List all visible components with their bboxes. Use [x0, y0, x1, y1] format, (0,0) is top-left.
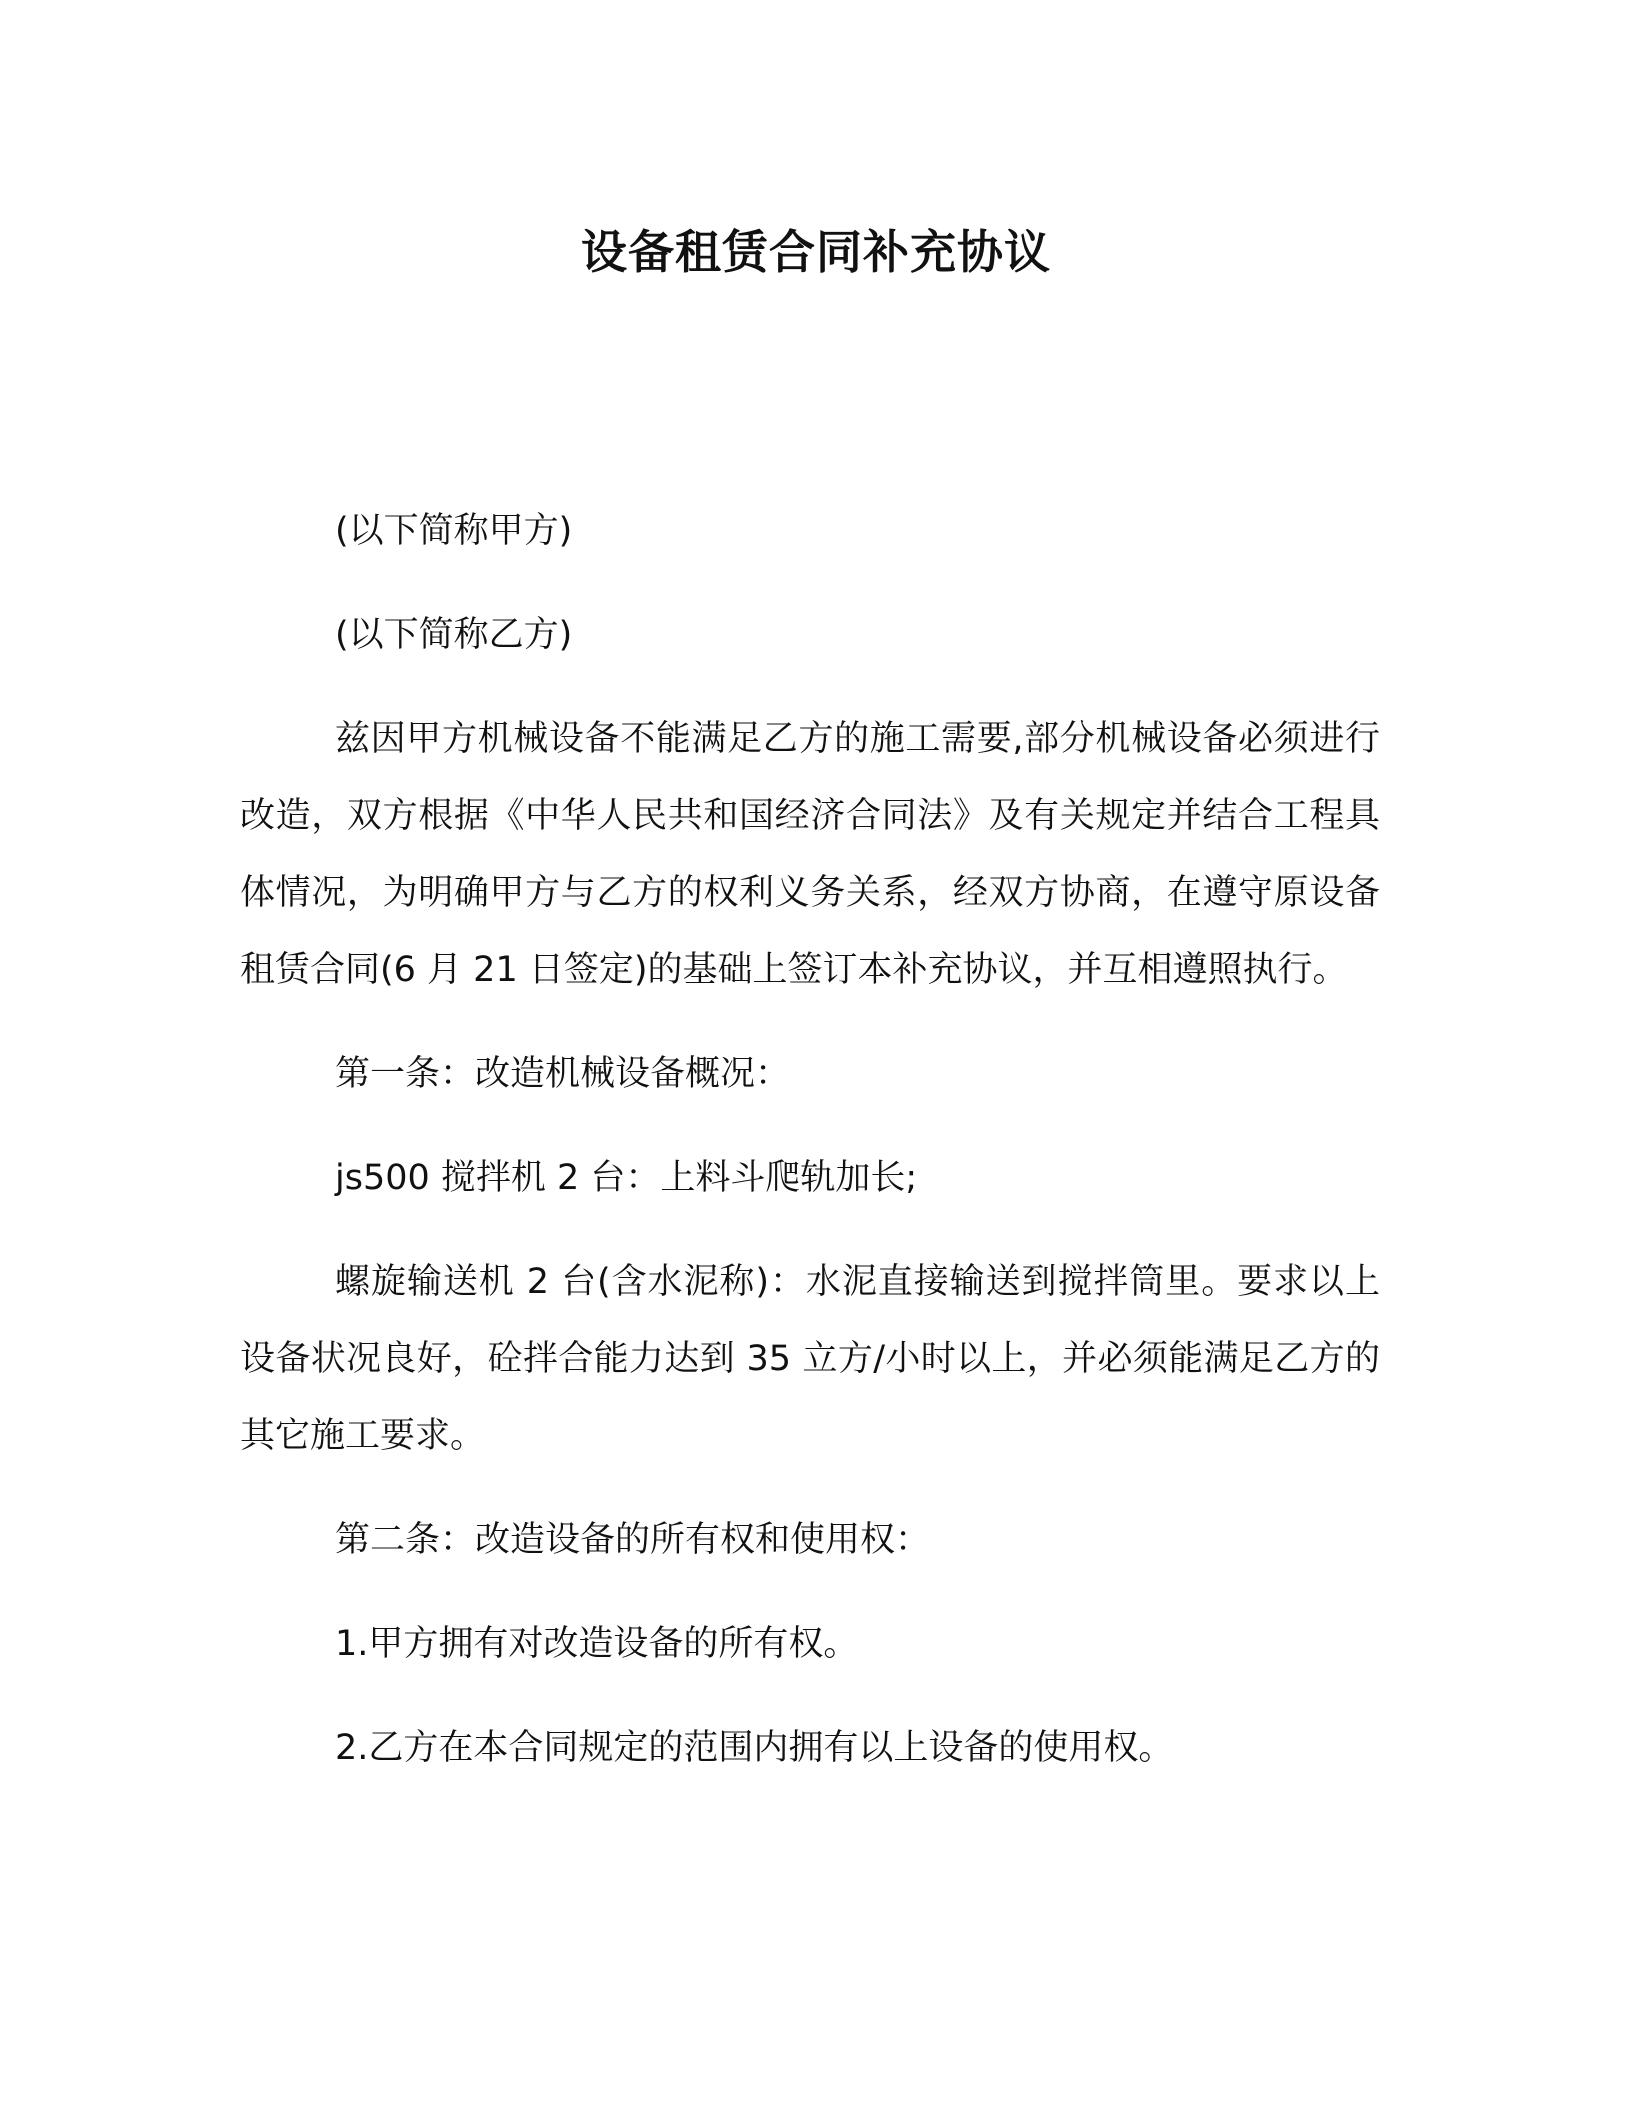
preamble-paragraph: 兹因甲方机械设备不能满足乙方的施工需要,部分机械设备必须进行改造，双方根据《中华人民共和国经济合同法》及有关规定并结合工程具体情况，为明确甲方与乙方的权利义务关系，经双方协商，在遵守原设备租赁合同(6 月 21 日签定)的基础上签订本补充协议，并互相遵照执行。: [240, 719, 1380, 990]
article-1-item-conveyor: 螺旋输送机 2 台(含水泥称)：水泥直接输送到搅拌筒里。要求以上设备状况良好，砼拌合能力达到 35 立方/小时以上，并必须能满足乙方的其它施工要求。: [240, 1262, 1380, 1456]
article-2-item-2: 2.乙方在本合同规定的范围内拥有以上设备的使用权。: [335, 1728, 1174, 1768]
article-1-heading: 第一条：改造机械设备概况：: [335, 1054, 791, 1094]
document-title: 设备租赁合同补充协议: [581, 225, 1051, 279]
article-2-heading: 第二条：改造设备的所有权和使用权：: [335, 1520, 931, 1560]
article-2-item-1: 1.甲方拥有对改造设备的所有权。: [335, 1624, 859, 1664]
document-body: [240, 493, 1380, 1787]
party-a-line: (以下简称甲方): [335, 511, 573, 551]
party-b-line: (以下简称乙方): [335, 615, 573, 655]
article-1-item-mixer: js500 搅拌机 2 台：上料斗爬轨加长;: [335, 1158, 918, 1198]
